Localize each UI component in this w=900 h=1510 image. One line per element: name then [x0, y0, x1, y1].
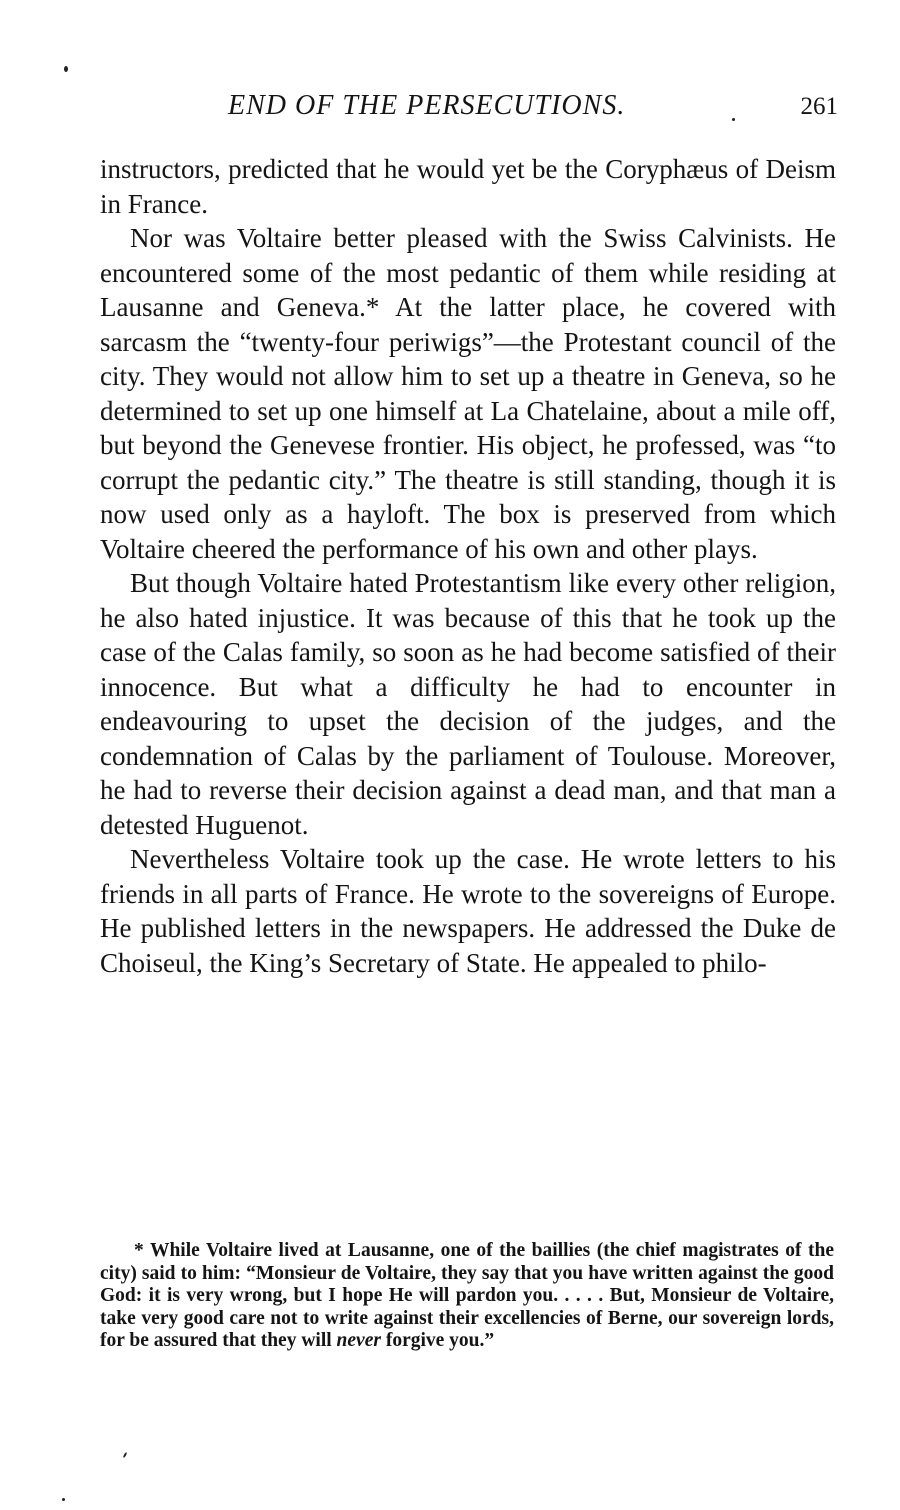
paragraph-4: Nevertheless Voltaire took up the case. He wrote letters to his friends in all parts of France. He wrote to the sovereigns of Europe. He published letters in the newspapers. He addressed the Duke de Choiseul, the King’s Secretary of State. He appealed to philo-: [100, 844, 836, 978]
body-text: [100, 152, 836, 980]
footnote-text-end: forgive you.”: [385, 1330, 495, 1351]
ink-speck: [732, 118, 735, 121]
paragraph-3: But though Voltaire hated Protestantism like every other religion, he also hated injustice. It was because of this that he took up the case of the Calas family, so soon as he had become satisfied of their innocence. But what a difficulty he had to encounter in endeavouring to upset the decision of the judges, and the condemnation of Calas by the parliament of Toulouse. Moreover, he had to reverse their decision against a dead man, and that man a detested Huguenot.: [100, 568, 836, 840]
footnote: [100, 1240, 834, 1353]
page-number: 261: [800, 93, 838, 120]
footnote-text: [100, 1240, 834, 1353]
paragraph-2: Nor was Voltaire better pleased with the Swiss Calvinists. He encountered some of the most pedantic of them while residing at Lausanne and Geneva.* At the latter place, he covered with sarcasm the “twenty-four periwigs”—the Protestant council of the city. They would not allow him to set up a theatre in Geneva, so he determined to set up one himself at La Chatelaine, about a mile off, but beyond the Genevese frontier. His object, he professed, was “to corrupt the pedantic city.” The theatre is still standing, though it is now used only as a hayloft. The box is preserved from which Voltaire cheered the performance of his own and other plays.: [100, 223, 836, 564]
running-head: [100, 88, 838, 128]
footnote-text-start: While Voltaire lived at Lausanne, one of the baillies (the chief magistrates of the city) said to him: “Monsieur de Voltaire, they say that you have written against the good God: it is very wrong, but I hope He will pardon you. . . . . But, Monsieur de Voltaire, take very good care not to write against their excellencies of Berne, our sovereign lords, for be assured that they will: [100, 1240, 834, 1351]
footnote-marker: *: [134, 1240, 144, 1261]
running-title: END OF THE PERSECUTIONS.: [228, 90, 626, 121]
ink-speck: [123, 1452, 128, 1458]
paragraph-1: instructors, predicted that he would yet be the Coryphæus of Deism in France.: [100, 154, 836, 219]
footnote-emphasis: never: [336, 1330, 381, 1351]
ink-speck: [64, 66, 68, 72]
ink-speck: [62, 1498, 65, 1501]
